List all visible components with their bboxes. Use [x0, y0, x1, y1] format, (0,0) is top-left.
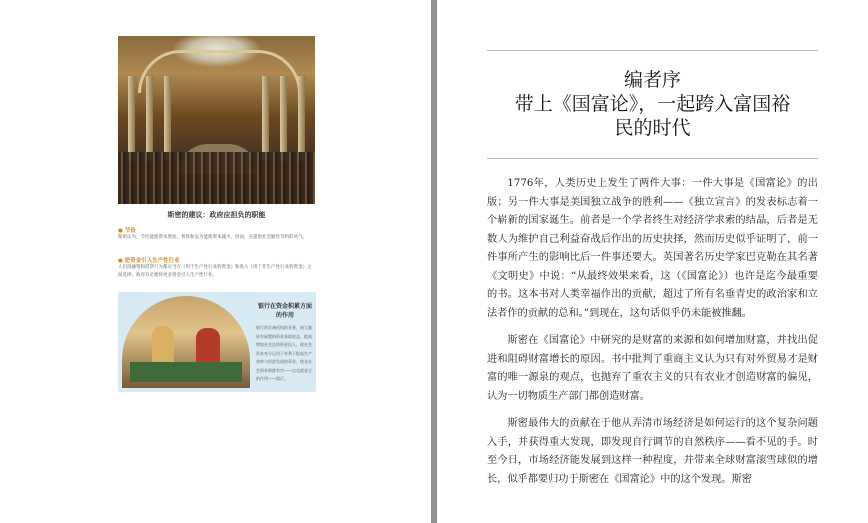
preface-title — [487, 68, 818, 140]
column — [128, 76, 135, 161]
note-text-thrift: 斯密认为，节俭能使资本增加，奢侈和妄为能使资本减少。因而，应提倡社会勤俭节约的风气。 — [118, 235, 307, 240]
box-title: 银行在资金积累方面的作用 — [258, 303, 313, 319]
assembly-hall-painting — [118, 36, 315, 204]
counting-table — [130, 362, 242, 382]
bank-sidebar-box — [118, 292, 316, 392]
column — [262, 76, 269, 161]
note-heading-capital: ● 把资金引入生产性行业 — [118, 258, 180, 264]
paragraph: 斯密最伟大的贡献在于他从弄清市场经济是如何运行的这个复杂问题入手，并获得重大发现，即发现自行调节的自然秩序——看不见的手。时至今日，市场经济能发展到这样一种程度，并带来全球财富滚雪球似的增长，似乎都要归功于斯密在《国富论》中的这个发现。斯密 — [487, 418, 818, 485]
column — [280, 76, 287, 161]
column — [164, 76, 171, 161]
note-heading-thrift: ● 节俭 — [118, 228, 136, 234]
top-rule — [487, 50, 818, 51]
arch-decoration — [138, 50, 301, 93]
paragraph: 1776年，人类历史上发生了两件大事：一件大事是《国富论》的出版；另一件大事是美国独立战争的胜利——《独立宣言》的发表标志着一个崭新的国家诞生。前者是一个学者终生对经济学求索的结晶，后者是无数人为维护自己利益奋战后作出的历史抉择，然而历史似乎证明了，前一件事所产生的影响比后一件事还要大。英国著名历史学家巴克勒在其名著《文明史》中说：“从最终效果来看，这（《国富论》）也许是迄今最重要的书。这本书对人类幸福作出的贡献，超过了所有名垂青史的政治家和立法者作的贡献的总和。”到现在，这句话似乎仍未能被推翻。 — [487, 178, 818, 319]
column — [298, 76, 305, 161]
paragraph: 斯密在《国富论》中研究的是财富的来源和如何增加财富，并找出促进和阻碍财富增长的原因。书中批判了重商主义认为只有对外贸易才是财富的唯一源泉的观点，也抛弃了重农主义的只有农业才创造财富的偏见，认为一切物质生产部门都创造财富。 — [487, 335, 818, 402]
left-page — [0, 0, 431, 523]
column — [146, 76, 153, 161]
title-line-2: 带上《国富论》，一起跨入富国裕 — [514, 93, 791, 115]
title-line-3: 民的时代 — [614, 117, 691, 139]
crowd — [118, 152, 315, 204]
figure — [152, 326, 174, 366]
bankers-painting — [122, 296, 250, 388]
preface-body — [487, 175, 818, 498]
image-caption: 斯密的建议：政府应担负的职能 — [167, 211, 266, 219]
title-line-1: 编者序 — [623, 69, 681, 91]
bottom-rule — [487, 158, 818, 159]
box-text: 银行的存备机构的业务，使大量原有闲置的资本获取收益，提高增加社会总体资金投入，使社会资本充分运用于有利于提高生产效率与经济发展的事业，使各社会资本和睦有序——这也就是它的作用——银行。 — [256, 325, 312, 381]
note-text-capital: 人们投融资和借贷行为都应当在《用于生产性行业的资金》和进入《用于非生产性行业的资金》之间选择，政府有必要将更多资金引入生产性行业。 — [118, 265, 312, 278]
right-page — [437, 0, 868, 523]
